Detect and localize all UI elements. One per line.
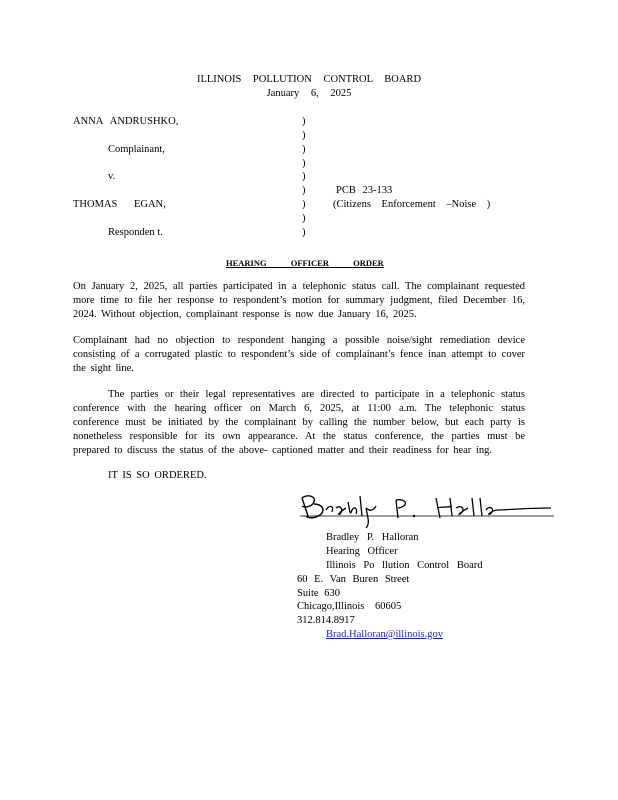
- versus-label: v.: [108, 171, 116, 182]
- paragraph-status-call: On January 2, 2025, all parties participated in a telephonic status call. The complainant requested more time to file her response to respondent’s motion for summary judgment, filed December 16, 2024. Without objection, complainant response is now due January 16, 2025.: [73, 281, 525, 320]
- case-type: (Citizens Enforcement –Noise ): [333, 199, 491, 210]
- email-link[interactable]: Brad.Halloran@illinois.gov: [326, 629, 443, 640]
- caption-paren: ): [302, 199, 306, 210]
- caption-paren: ): [302, 158, 306, 169]
- caption-paren: ): [302, 144, 306, 155]
- agency-heading: ILLINOIS POLLUTION CONTROL BOARD: [196, 74, 422, 85]
- signer-name: Bradley P. Halloran: [326, 532, 419, 543]
- signer-title: Hearing Officer: [326, 546, 398, 557]
- signer-agency: Illinois Po llution Control Board: [326, 560, 483, 571]
- caption-paren: ): [302, 185, 306, 196]
- caption-paren: ): [302, 227, 306, 238]
- caption-paren: ): [302, 130, 306, 141]
- caption-paren: ): [302, 171, 306, 182]
- complainant-role: Complainant,: [108, 144, 165, 155]
- paragraph-remediation-device: Complainant had no objection to respondent hanging a possible noise/sight remediation device consisting of a corrugated plastic to respondent’s side of complainant’s fence inan attempt to cover the sight line.: [73, 335, 525, 374]
- address-suite: Suite 630: [297, 588, 340, 599]
- paragraph-status-conference: The parties or their legal representatives are directed to participate in a telephonic status conference with the hearing officer on March 6, 2025, at 11:00 a.m. The telephonic status conference must be initiated by the complainant by calling the number below, but each party is nonetheless responsible for its own appearance. At the status conference, the parties must be prepared to discuss the status of the above- captioned matter and their readiness for hear ing.: [73, 389, 525, 456]
- closing-statement: IT IS SO ORDERED.: [108, 470, 207, 481]
- caption-paren: ): [302, 213, 306, 224]
- document-date: January 6, 2025: [266, 88, 352, 99]
- handwritten-signature: [296, 488, 556, 530]
- respondent-role: Responden t.: [108, 227, 163, 238]
- phone-number: 312.814.8917: [297, 615, 355, 626]
- respondent-name: THOMAS EGAN,: [73, 199, 166, 210]
- caption-paren: ): [302, 116, 306, 127]
- address-city: Chicago,Illinois 60605: [297, 601, 402, 612]
- complainant-name: ANNA ANDRUSHKO,: [73, 116, 179, 127]
- order-title: HEARING OFFICER ORDER: [226, 258, 384, 268]
- case-number: PCB 23-133: [336, 185, 393, 196]
- address-street: 60 E. Van Buren Street: [297, 574, 410, 585]
